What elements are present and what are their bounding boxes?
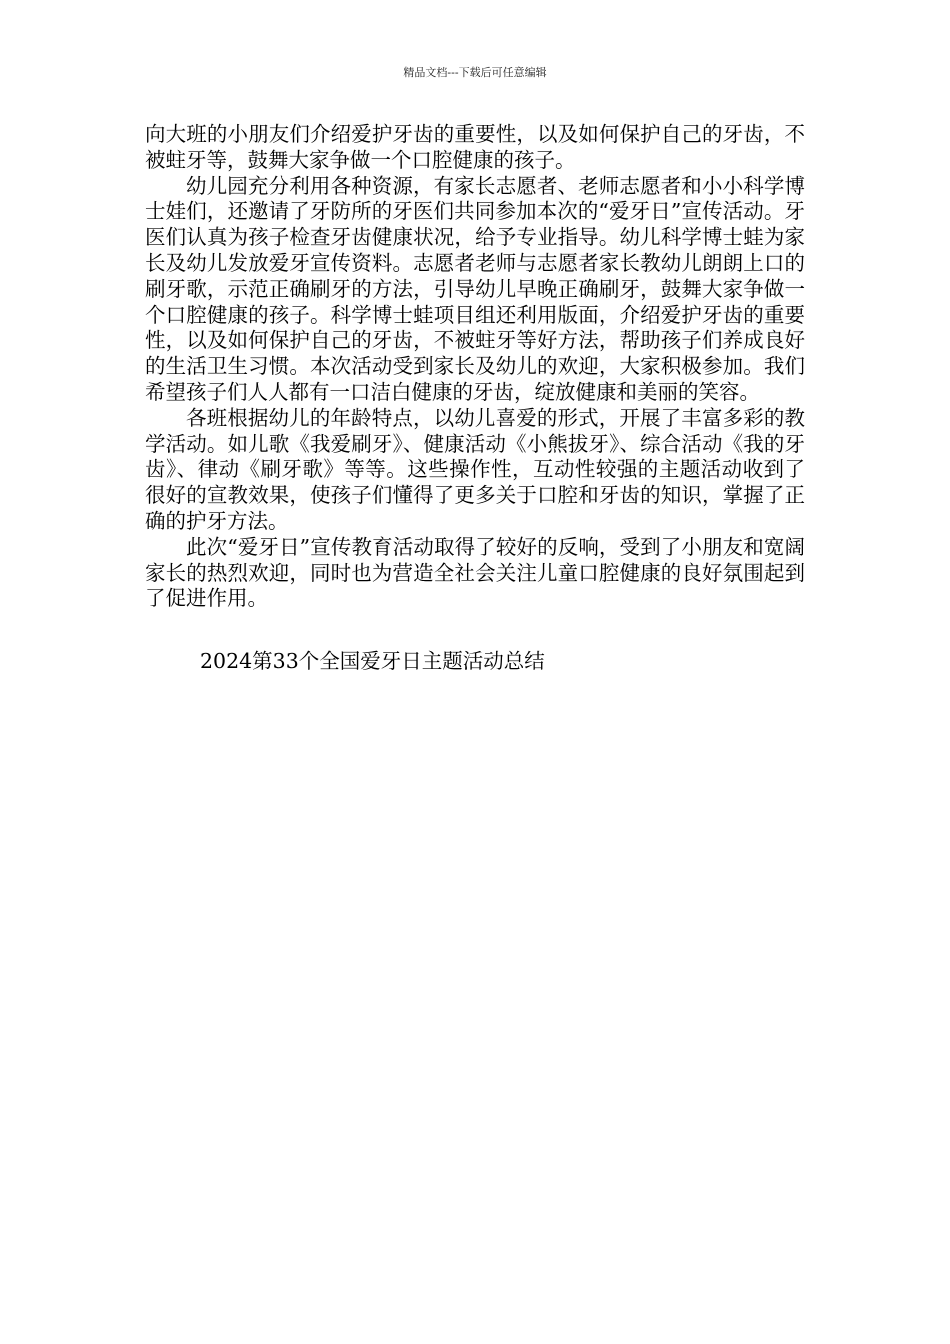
paragraph-continuation: 向大班的小朋友们介绍爱护牙齿的重要性，以及如何保护自己的牙齿，不被蛀牙等，鼓舞大家争做一个口腔健康的孩子。 xyxy=(145,122,805,172)
closing-title: 2024第33个全国爱牙日主题活动总结 xyxy=(200,649,545,673)
paragraph-resources: 幼儿园充分利用各种资源，有家长志愿者、老师志愿者和小小科学博士娃们，还邀请了牙防所的牙医们共同参加本次的“爱牙日”宣传活动。牙医们认真为孩子检查牙齿健康状况，给予专业指导。幼儿科学博士蛙为家长及幼儿发放爱牙宣传资料。志愿者老师与志愿者家长教幼儿朗朗上口的刷牙歌，示范正确刷牙的方法，引导幼儿早晚正确刷牙，鼓舞大家争做一个口腔健康的孩子。科学博士蛙项目组还利用版面，介绍爱护牙齿的重要性，以及如何保护自己的牙齿，不被蛀牙等好方法，帮助孩子们养成良好的生活卫生习惯。本次活动受到家长及幼儿的欢迎，大家积极参加。我们希望孩子们人人都有一口洁白健康的牙齿，绽放健康和美丽的笑容。 xyxy=(145,173,805,404)
document-body xyxy=(145,122,805,612)
paragraph-class-activities: 各班根据幼儿的年龄特点，以幼儿喜爱的形式，开展了丰富多彩的教学活动。如儿歌《我爱刷牙》、健康活动《小熊拔牙》、综合活动《我的牙齿》、律动《刷牙歌》等等。这些操作性，互动性较强的主题活动收到了很好的宣教效果，使孩子们懂得了更多关于口腔和牙齿的知识，掌握了正确的护牙方法。 xyxy=(145,405,805,533)
page-header: 精品文档---下载后可任意编辑 xyxy=(403,66,547,79)
paragraph-conclusion: 此次“爱牙日”宣传教育活动取得了较好的反响，受到了小朋友和宽阔家长的热烈欢迎，同时也为营造全社会关注儿童口腔健康的良好氛围起到了促进作用。 xyxy=(145,534,805,611)
